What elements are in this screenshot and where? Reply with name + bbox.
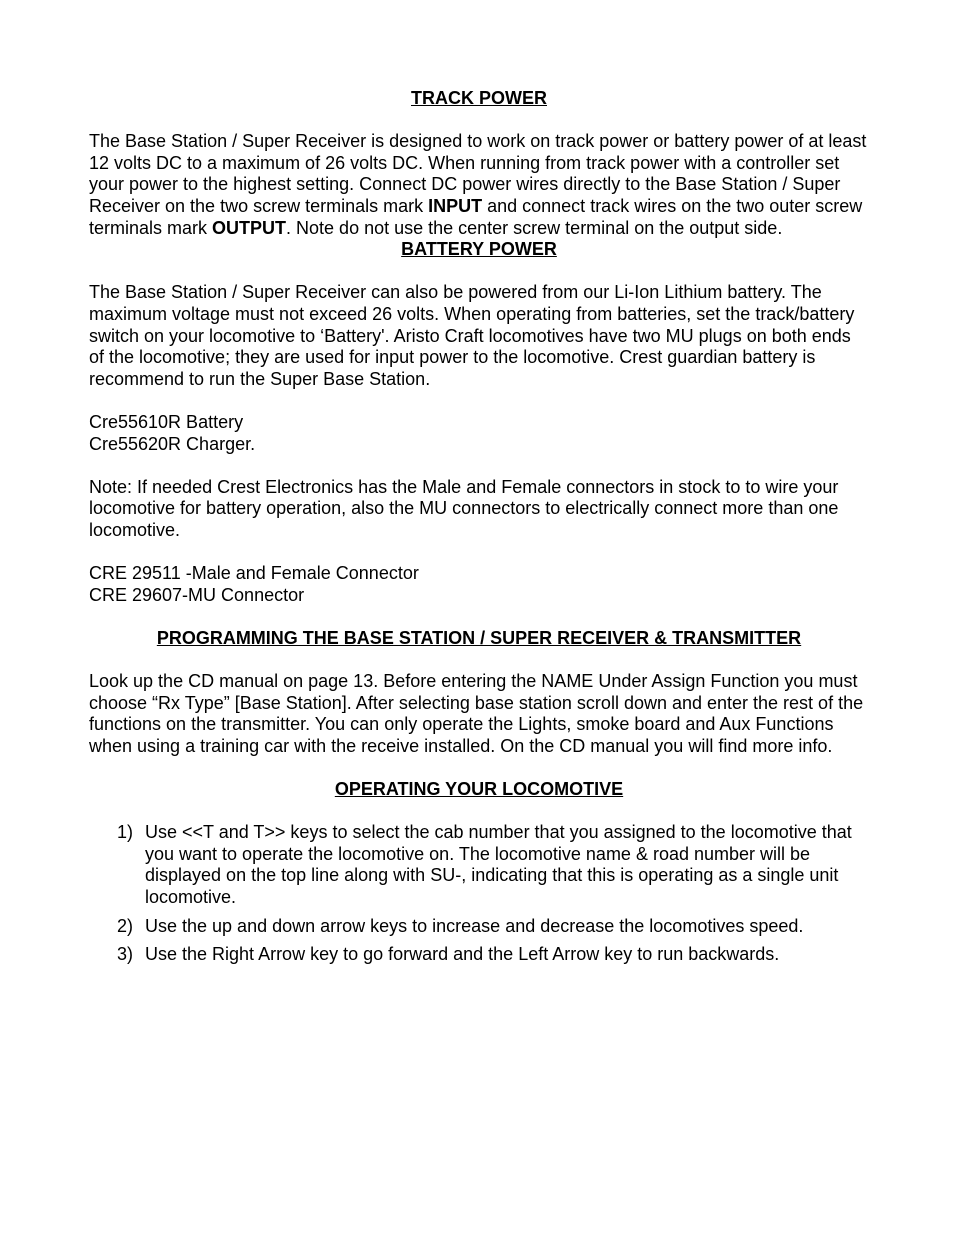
step-item	[89, 822, 869, 908]
connector-part-male-female: CRE 29511 -Male and Female Connector	[89, 563, 419, 584]
battery-power-heading: BATTERY POWER	[401, 239, 557, 260]
track-power-paragraph	[89, 131, 869, 239]
track-power-text-c: . Note do not use the center screw terminal on the output side.	[286, 217, 783, 238]
battery-power-paragraph: The Base Station / Super Receiver can also be powered from our Li-Ion Lithium battery. The maximum voltage must not exceed 26 volts. When operating from batteries, set the track/battery switch on your locomotive to ‘Battery'. Aristo Craft locomotives have two MU plugs on both ends of the locomotive; they are used for input power to the locomotive. Crest guardian battery is recommend to run the Super Base Station.	[89, 282, 855, 389]
step-text: Use the up and down arrow keys to increase and decrease the locomotives speed.	[145, 915, 804, 936]
step-number: 1)	[117, 822, 134, 843]
track-power-heading: TRACK POWER	[411, 88, 547, 108]
step-number: 3)	[117, 944, 134, 965]
programming-paragraph: Look up the CD manual on page 13. Before entering the NAME Under Assign Function you must choose “Rx Type” [Base Station]. After selecting base station scroll down and enter the rest of the functions on the transmitter. You can only operate the Lights, smoke board and Aux Functions when using a training car with the receive installed. On the CD manual you will find more info.	[89, 671, 864, 756]
operating-steps-list	[89, 822, 869, 966]
track-power-text-b: and connect track wires on the two outer screw terminals mark	[89, 195, 863, 238]
step-number: 2)	[117, 915, 134, 936]
document-page	[89, 88, 869, 973]
connector-part-mu: CRE 29607-MU Connector	[89, 584, 305, 605]
charger-part: Cre55620R Charger.	[89, 433, 256, 454]
operating-heading: OPERATING YOUR LOCOMOTIVE	[334, 779, 624, 799]
input-label: INPUT	[428, 195, 483, 216]
battery-part: Cre55610R Battery	[89, 411, 244, 432]
step-item	[89, 916, 869, 938]
output-label: OUTPUT	[212, 217, 287, 238]
connector-note: Note: If needed Crest Electronics has the Male and Female connectors in stock to to wire your locomotive for battery operation, also the MU connectors to electrically connect more than one locomotive.	[89, 476, 839, 540]
track-power-text-a: The Base Station / Super Receiver is designed to work on track power or battery power of at least 12 volts DC to a maximum of 26 volts DC. When running from track power with a controller set your power to the highest setting. Connect DC power wires directly to the Base Station / Super Receiver on the two screw terminals mark	[89, 131, 867, 216]
step-item	[89, 944, 869, 966]
programming-heading: PROGRAMMING THE BASE STATION / SUPER RECEIVER & TRANSMITTER	[156, 627, 802, 648]
step-text: Use the Right Arrow key to go forward and the Left Arrow key to run backwards.	[145, 944, 780, 965]
step-text: Use <<T and T>> keys to select the cab number that you assigned to the locomotive that you want to operate the locomotive on. The locomotive name & road number will be displayed on the top line along with SU-, indicating that this is operating as a single unit locomotive.	[145, 822, 852, 907]
